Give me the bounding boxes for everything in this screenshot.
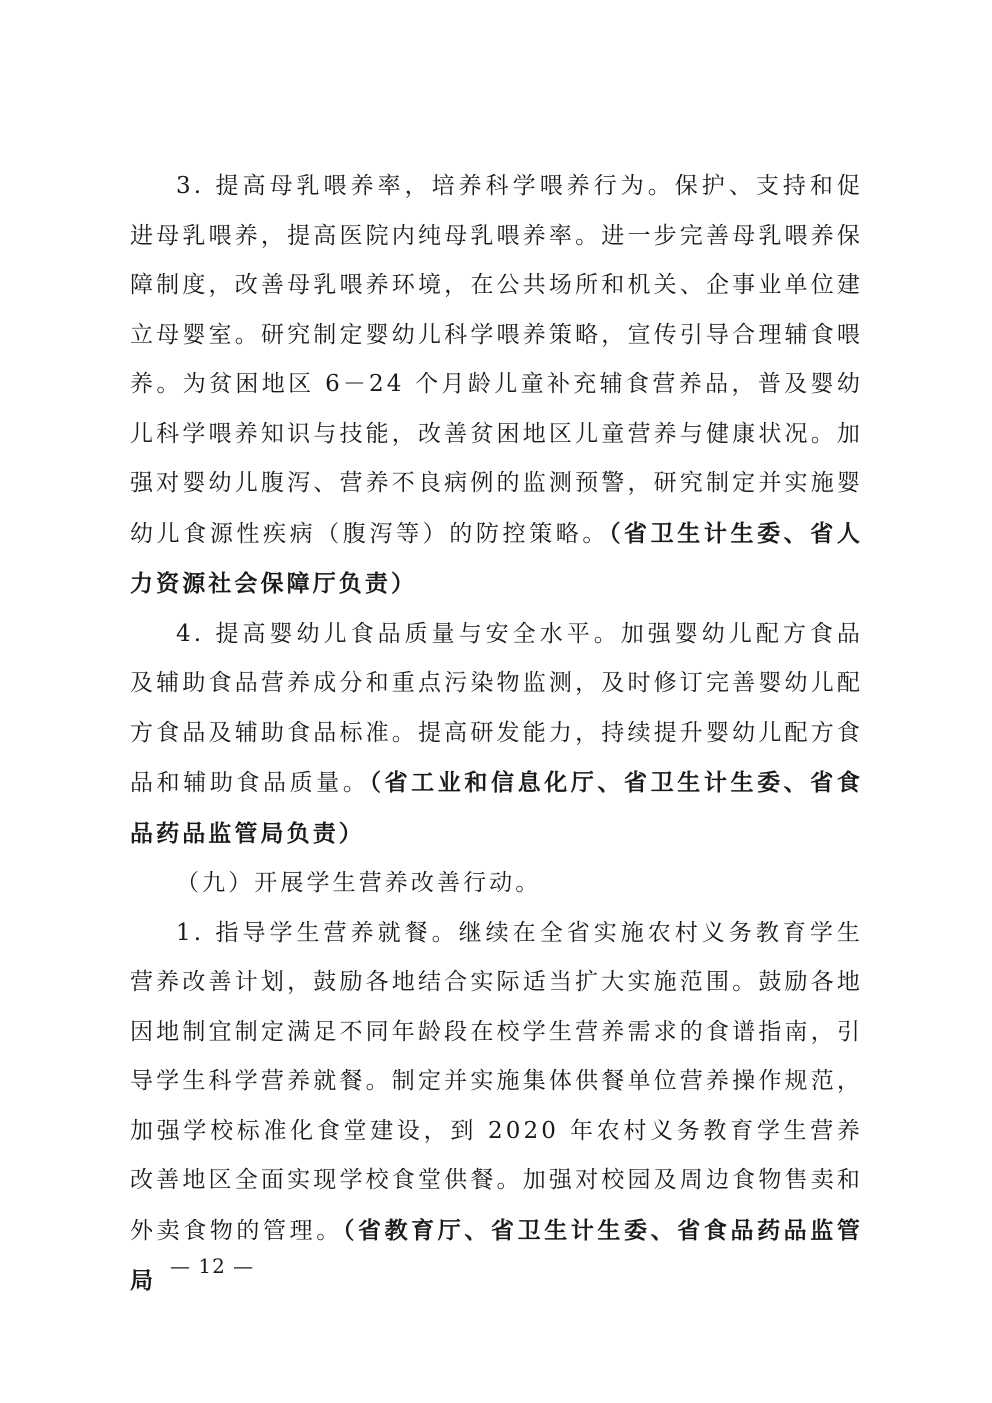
paragraph-breastfeeding — [130, 162, 863, 610]
paragraph-text: 1. 指导学生营养就餐。继续在全省实施农村义务教育学生营养改善计划，鼓励各地结合实际适当扩大实施范围。鼓励各地因地制宜制定满足不同年龄段在校学生营养需求的食谱指南，引导学生科学营养就餐。制定并实施集体供餐单位营养操作规范，加强学校标准化食堂建设，到 2020 年农村义务教育学生营养改善地区全面实现学校食堂供餐。加强对校园及周边食物售卖和外卖食物的管理。 — [130, 919, 863, 1244]
section-heading-student-nutrition — [130, 859, 863, 909]
paragraph-infant-food — [130, 610, 863, 860]
document-body — [130, 162, 863, 1307]
page-number: — 12 — — [170, 1254, 255, 1278]
paragraph-text: 4. 提高婴幼儿食品质量与安全水平。加强婴幼儿配方食品及辅助食品营养成分和重点污染物监测，及时修订完善婴幼儿配方食品及辅助食品标准。提高研发能力，持续提升婴幼儿配方食品和辅助食品质量。 — [130, 620, 863, 796]
paragraph-student-meals — [130, 909, 863, 1307]
responsible-agencies: （省教育厅、省卫生计生委、省食品药品监管局 — [130, 1216, 863, 1294]
responsible-agencies: （省工业和信息化厅、省卫生计生委、省食品药品监管局负责） — [130, 769, 863, 847]
section-heading-text: （九）开展学生营养改善行动。 — [176, 870, 542, 896]
responsible-agencies: （省卫生计生委、省人力资源社会保障厅负责） — [130, 519, 863, 597]
paragraph-text: 3. 提高母乳喂养率，培养科学喂养行为。保护、支持和促进母乳喂养，提高医院内纯母乳喂养率。进一步完善母乳喂养保障制度，改善母乳喂养环境，在公共场所和机关、企事业单位建立母婴室。研究制定婴幼儿科学喂养策略，宣传引导合理辅食喂养。为贫困地区 6－24 个月龄儿童补充辅食营养品，普及婴幼儿科学喂养知识与技能，改善贫困地区儿童营养与健康状况。加强对婴幼儿腹泻、营养不良病例的监测预警，研究制定并实施婴幼儿食源性疾病（腹泻等）的防控策略。 — [130, 173, 863, 547]
